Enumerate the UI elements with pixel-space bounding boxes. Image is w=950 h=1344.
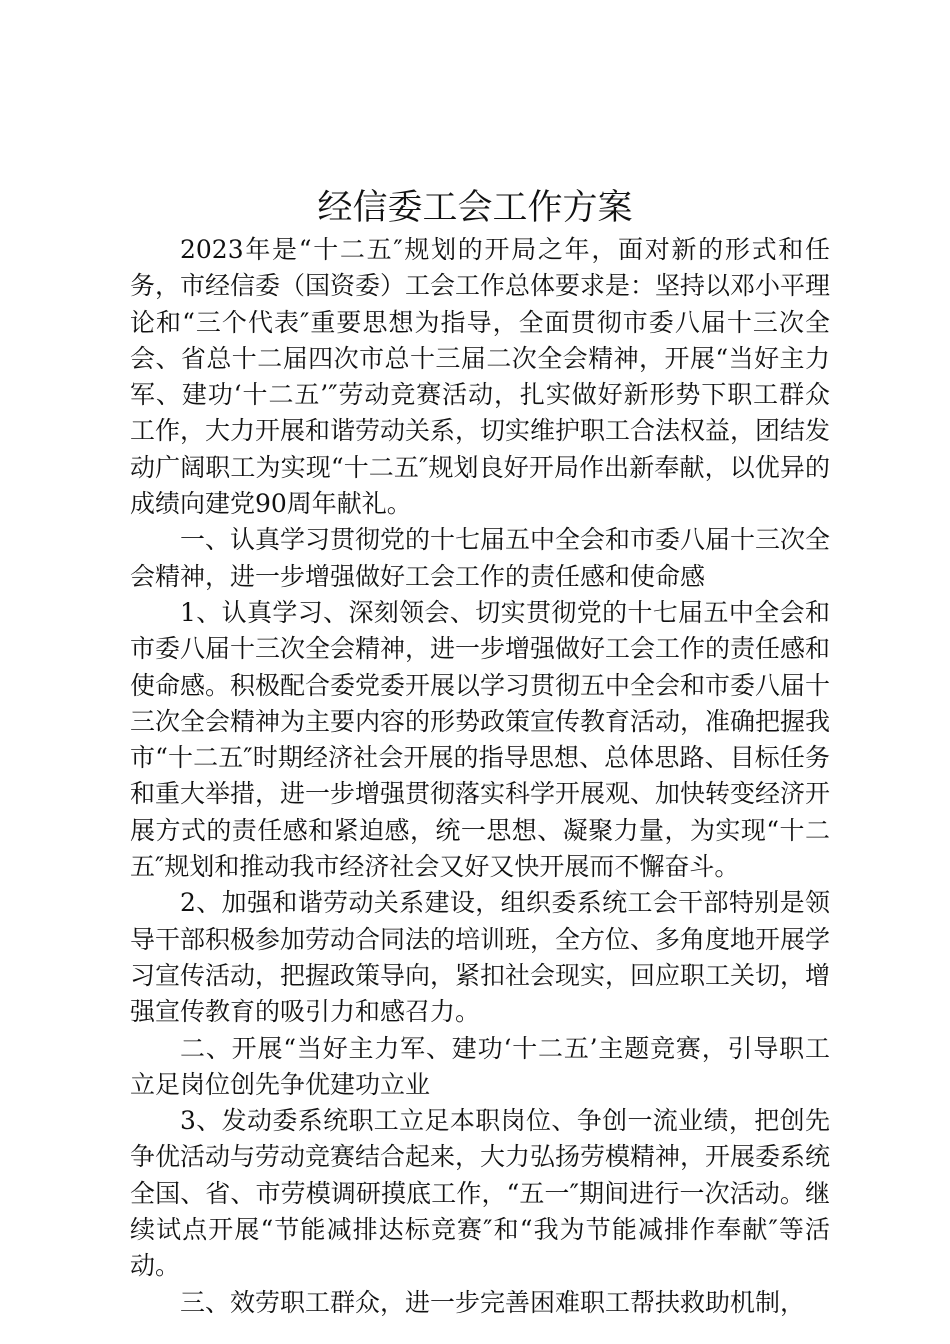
section-heading-2: 二、开展“当好主力军、建功‘十二五’主题竞赛，引导职工立足岗位创先争优建功立业	[130, 1033, 830, 1099]
document-body	[130, 232, 830, 1321]
document-title: 经信委工会工作方案	[317, 188, 633, 228]
intro-paragraph: 2023年是“十二五″规划的开局之年，面对新的形式和任务，市经信委（国资委）工会工作总体要求是：坚持以邓小平理论和“三个代表″重要思想为指导，全面贯彻市委八届十三次全会、省总十二届四次市总十三届二次全会精神，开展“当好主力军、建功‘十二五’″劳动竞赛活动，扎实做好新形势下职工群众工作，大力开展和谐劳动关系，切实维护职工合法权益，团结发动广阔职工为实现“十二五″规划良好开局作出新奉献，以优异的成绩向建党90周年献礼。	[130, 235, 831, 519]
item-1-paragraph: 1、认真学习、深刻领会、切实贯彻党的十七届五中全会和市委八届十三次全会精神，进一步增强做好工会工作的责任感和使命感。积极配合委党委开展以学习贯彻五中全会和市委八届十三次全会精神为主要内容的形势政策宣传教育活动，准确把握我市“十二五″时期经济社会开展的指导思想、总体思路、目标任务和重大举措，进一步增强贯彻落实科学开展观、加快转变经济开展方式的责任感和紧迫感，统一思想、凝聚力量，为实现“十二五″规划和推动我市经济社会又好又快开展而不懈奋斗。	[130, 597, 831, 882]
item-3-paragraph: 3、发动委系统职工立足本职岗位、争创一流业绩，把创先争优活动与劳动竞赛结合起来，大力弘扬劳模精神，开展委系统全国、省、市劳模调研摸底工作，“五一″期间进行一次活动。继续试点开展“节能减排达标竞赛″和“我为节能减排作奉献″等活动。	[130, 1106, 831, 1281]
item-2-paragraph: 2、加强和谐劳动关系建设，组织委系统工会干部特别是领导干部积极参加劳动合同法的培训班，全方位、多角度地开展学习宣传活动，把握政策导向，紧扣社会现实，回应职工关切，增强宣传教育的吸引力和感召力。	[130, 888, 831, 1027]
section-heading-3: 三、效劳职工群众，进一步完善困难职工帮扶救助机制，	[180, 1287, 806, 1317]
section-heading-1: 一、认真学习贯彻党的十七届五中全会和市委八届十三次全会精神，进一步增强做好工会工作的责任感和使命感	[130, 525, 831, 591]
